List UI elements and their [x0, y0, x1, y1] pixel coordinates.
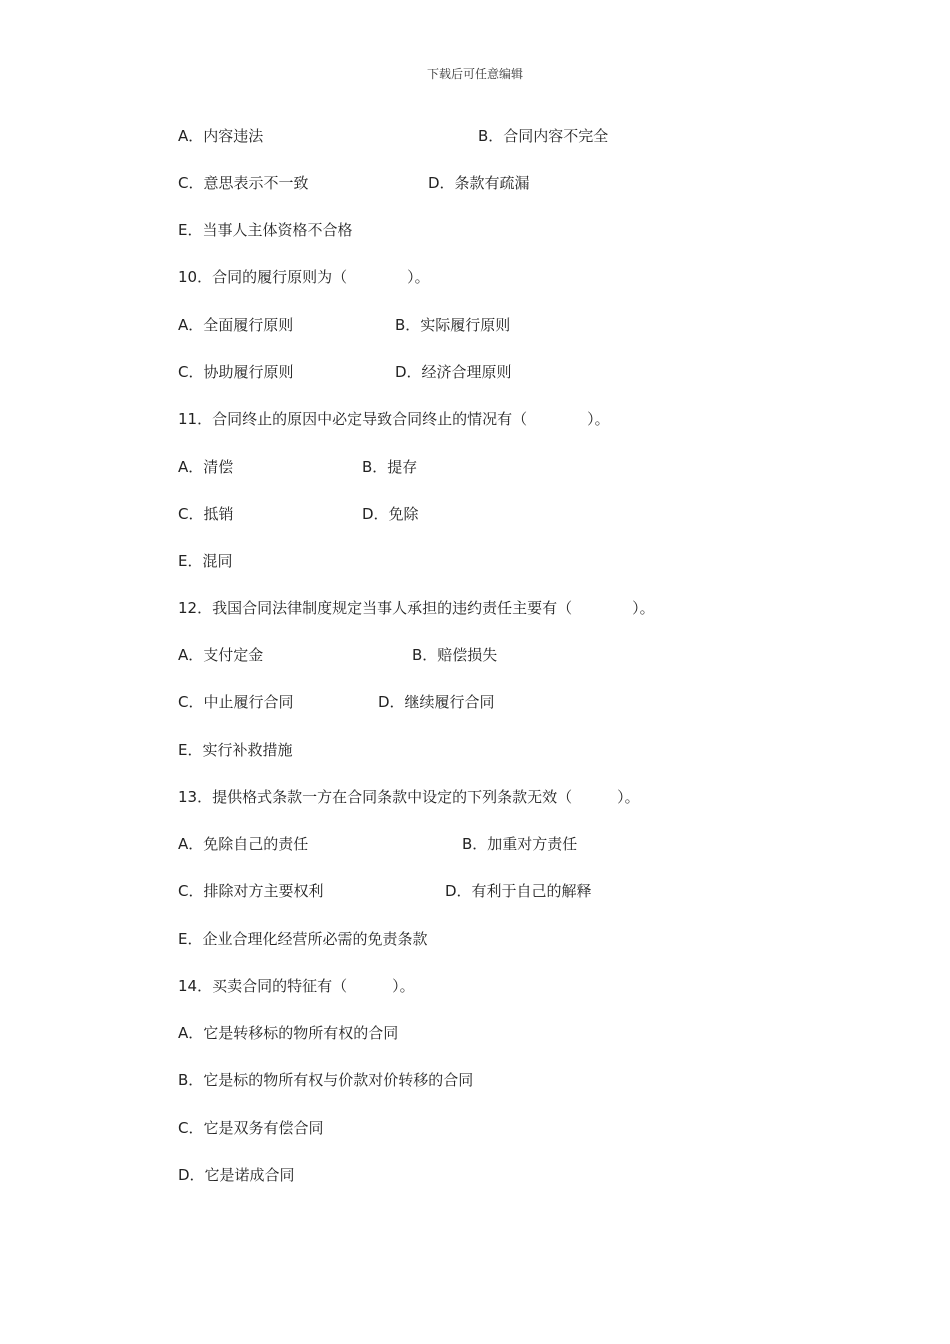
- option-text: C．排除对方主要权利: [178, 882, 324, 900]
- option-text: C．意思表示不一致: [178, 174, 309, 192]
- option-text: D．条款有疏漏: [428, 174, 530, 192]
- option-text: D．免除: [362, 505, 419, 523]
- option-text: D．继续履行合同: [378, 693, 495, 711]
- option-text: B．合同内容不完全: [478, 127, 609, 145]
- option-text: D．经济合理原则: [395, 363, 512, 381]
- question-text: 11．合同终止的原因中必定导致合同终止的情况有（ ）。: [178, 410, 610, 428]
- question-text: 12．我国合同法律制度规定当事人承担的违约责任主要有（ ）。: [178, 599, 655, 617]
- option-text: B．实际履行原则: [395, 316, 511, 334]
- option-text: B．加重对方责任: [462, 835, 578, 853]
- option-text: D．它是诺成合同: [178, 1166, 295, 1184]
- option-text: C．协助履行原则: [178, 363, 294, 381]
- page-header: 下载后可任意编辑: [426, 67, 523, 81]
- option-text: C．它是双务有偿合同: [178, 1119, 324, 1137]
- option-text: E．混同: [178, 552, 233, 570]
- option-text: E．实行补救措施: [178, 741, 293, 759]
- option-text: D．有利于自己的解释: [445, 882, 592, 900]
- option-text: A．清偿: [178, 458, 234, 476]
- option-text: C．抵销: [178, 505, 234, 523]
- option-text: A．免除自己的责任: [178, 835, 309, 853]
- option-text: B．提存: [362, 458, 418, 476]
- option-text: C．中止履行合同: [178, 693, 294, 711]
- option-text: E．企业合理化经营所必需的免责条款: [178, 930, 428, 948]
- question-text: 14．买卖合同的特征有（ ）。: [178, 977, 415, 995]
- option-text: A．它是转移标的物所有权的合同: [178, 1024, 399, 1042]
- option-text: E．当事人主体资格不合格: [178, 221, 353, 239]
- question-text: 13．提供格式条款一方在合同条款中设定的下列条款无效（ ）。: [178, 788, 640, 806]
- question-text: 10．合同的履行原则为（ ）。: [178, 268, 430, 286]
- option-text: A．支付定金: [178, 646, 264, 664]
- option-text: A．全面履行原则: [178, 316, 294, 334]
- option-text: A．内容违法: [178, 127, 264, 145]
- option-text: B．赔偿损失: [412, 646, 498, 664]
- option-text: B．它是标的物所有权与价款对价转移的合同: [178, 1071, 474, 1089]
